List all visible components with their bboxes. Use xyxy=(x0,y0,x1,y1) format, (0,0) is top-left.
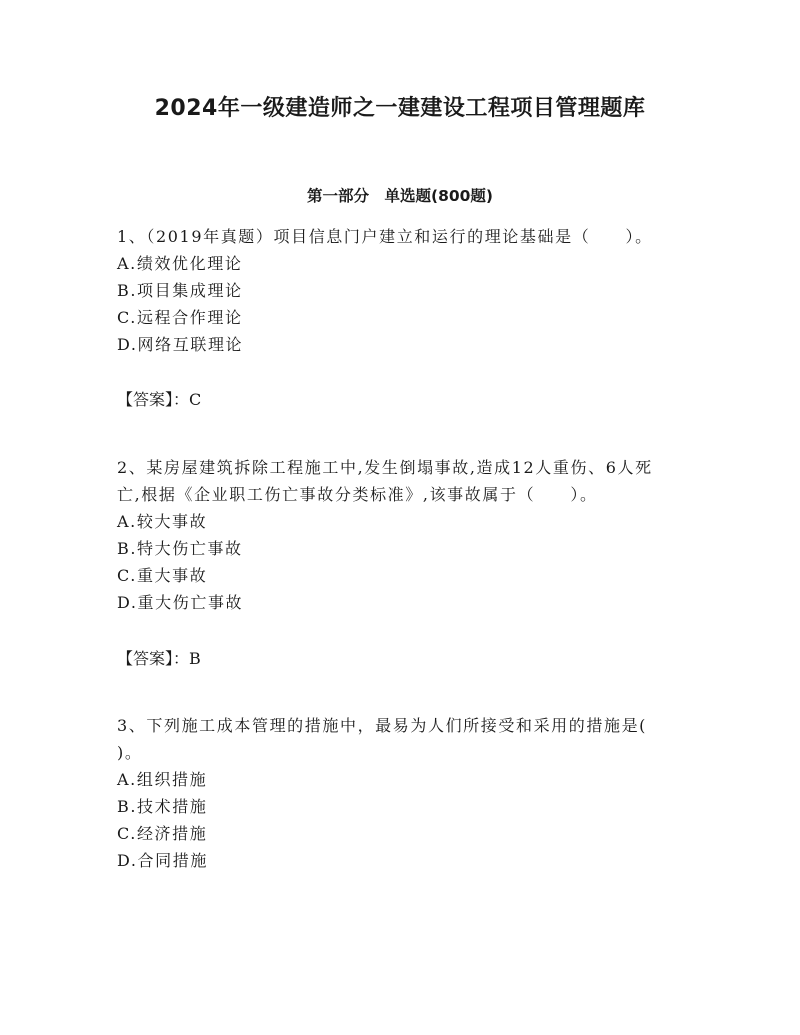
question-3-option-a: A.组织措施 xyxy=(117,770,208,789)
question-1-option-a: A.绩效优化理论 xyxy=(117,254,243,273)
question-1-option-c: C.远程合作理论 xyxy=(117,308,243,327)
question-3-option-d: D.合同措施 xyxy=(117,851,208,870)
question-2-stem-line-2: 亡,根据《企业职工伤亡事故分类标准》,该事故属于（ ）。 xyxy=(117,485,598,504)
question-2-stem-line-1: 2、某房屋建筑拆除工程施工中,发生倒塌事故,造成12人重伤、6人死 xyxy=(117,458,653,477)
question-1-option-b: B.项目集成理论 xyxy=(117,281,243,300)
section-title: 第一部分 单选题(800题) xyxy=(306,187,494,205)
question-2-option-b: B.特大伤亡事故 xyxy=(117,539,243,558)
question-3-option-c: C.经济措施 xyxy=(117,824,208,843)
question-2-option-a: A.较大事故 xyxy=(117,512,208,531)
question-1-stem: 1、（2019年真题）项目信息门户建立和运行的理论基础是（ ）。 xyxy=(117,227,653,246)
question-3-option-b: B.技术措施 xyxy=(117,797,208,816)
document-title: 2024年一级建造师之一建建设工程项目管理题库 xyxy=(154,96,646,121)
question-1-answer: 【答案】：C xyxy=(117,390,202,409)
question-3-stem-line-1: 3、下列施工成本管理的措施中，最易为人们所接受和采用的措施是( xyxy=(117,716,648,735)
question-2-answer: 【答案】：B xyxy=(117,649,201,668)
question-2-option-c: C.重大事故 xyxy=(117,566,208,585)
question-3-stem-line-2: )。 xyxy=(117,743,143,762)
question-2-option-d: D.重大伤亡事故 xyxy=(117,593,244,612)
question-1-option-d: D.网络互联理论 xyxy=(117,335,244,354)
